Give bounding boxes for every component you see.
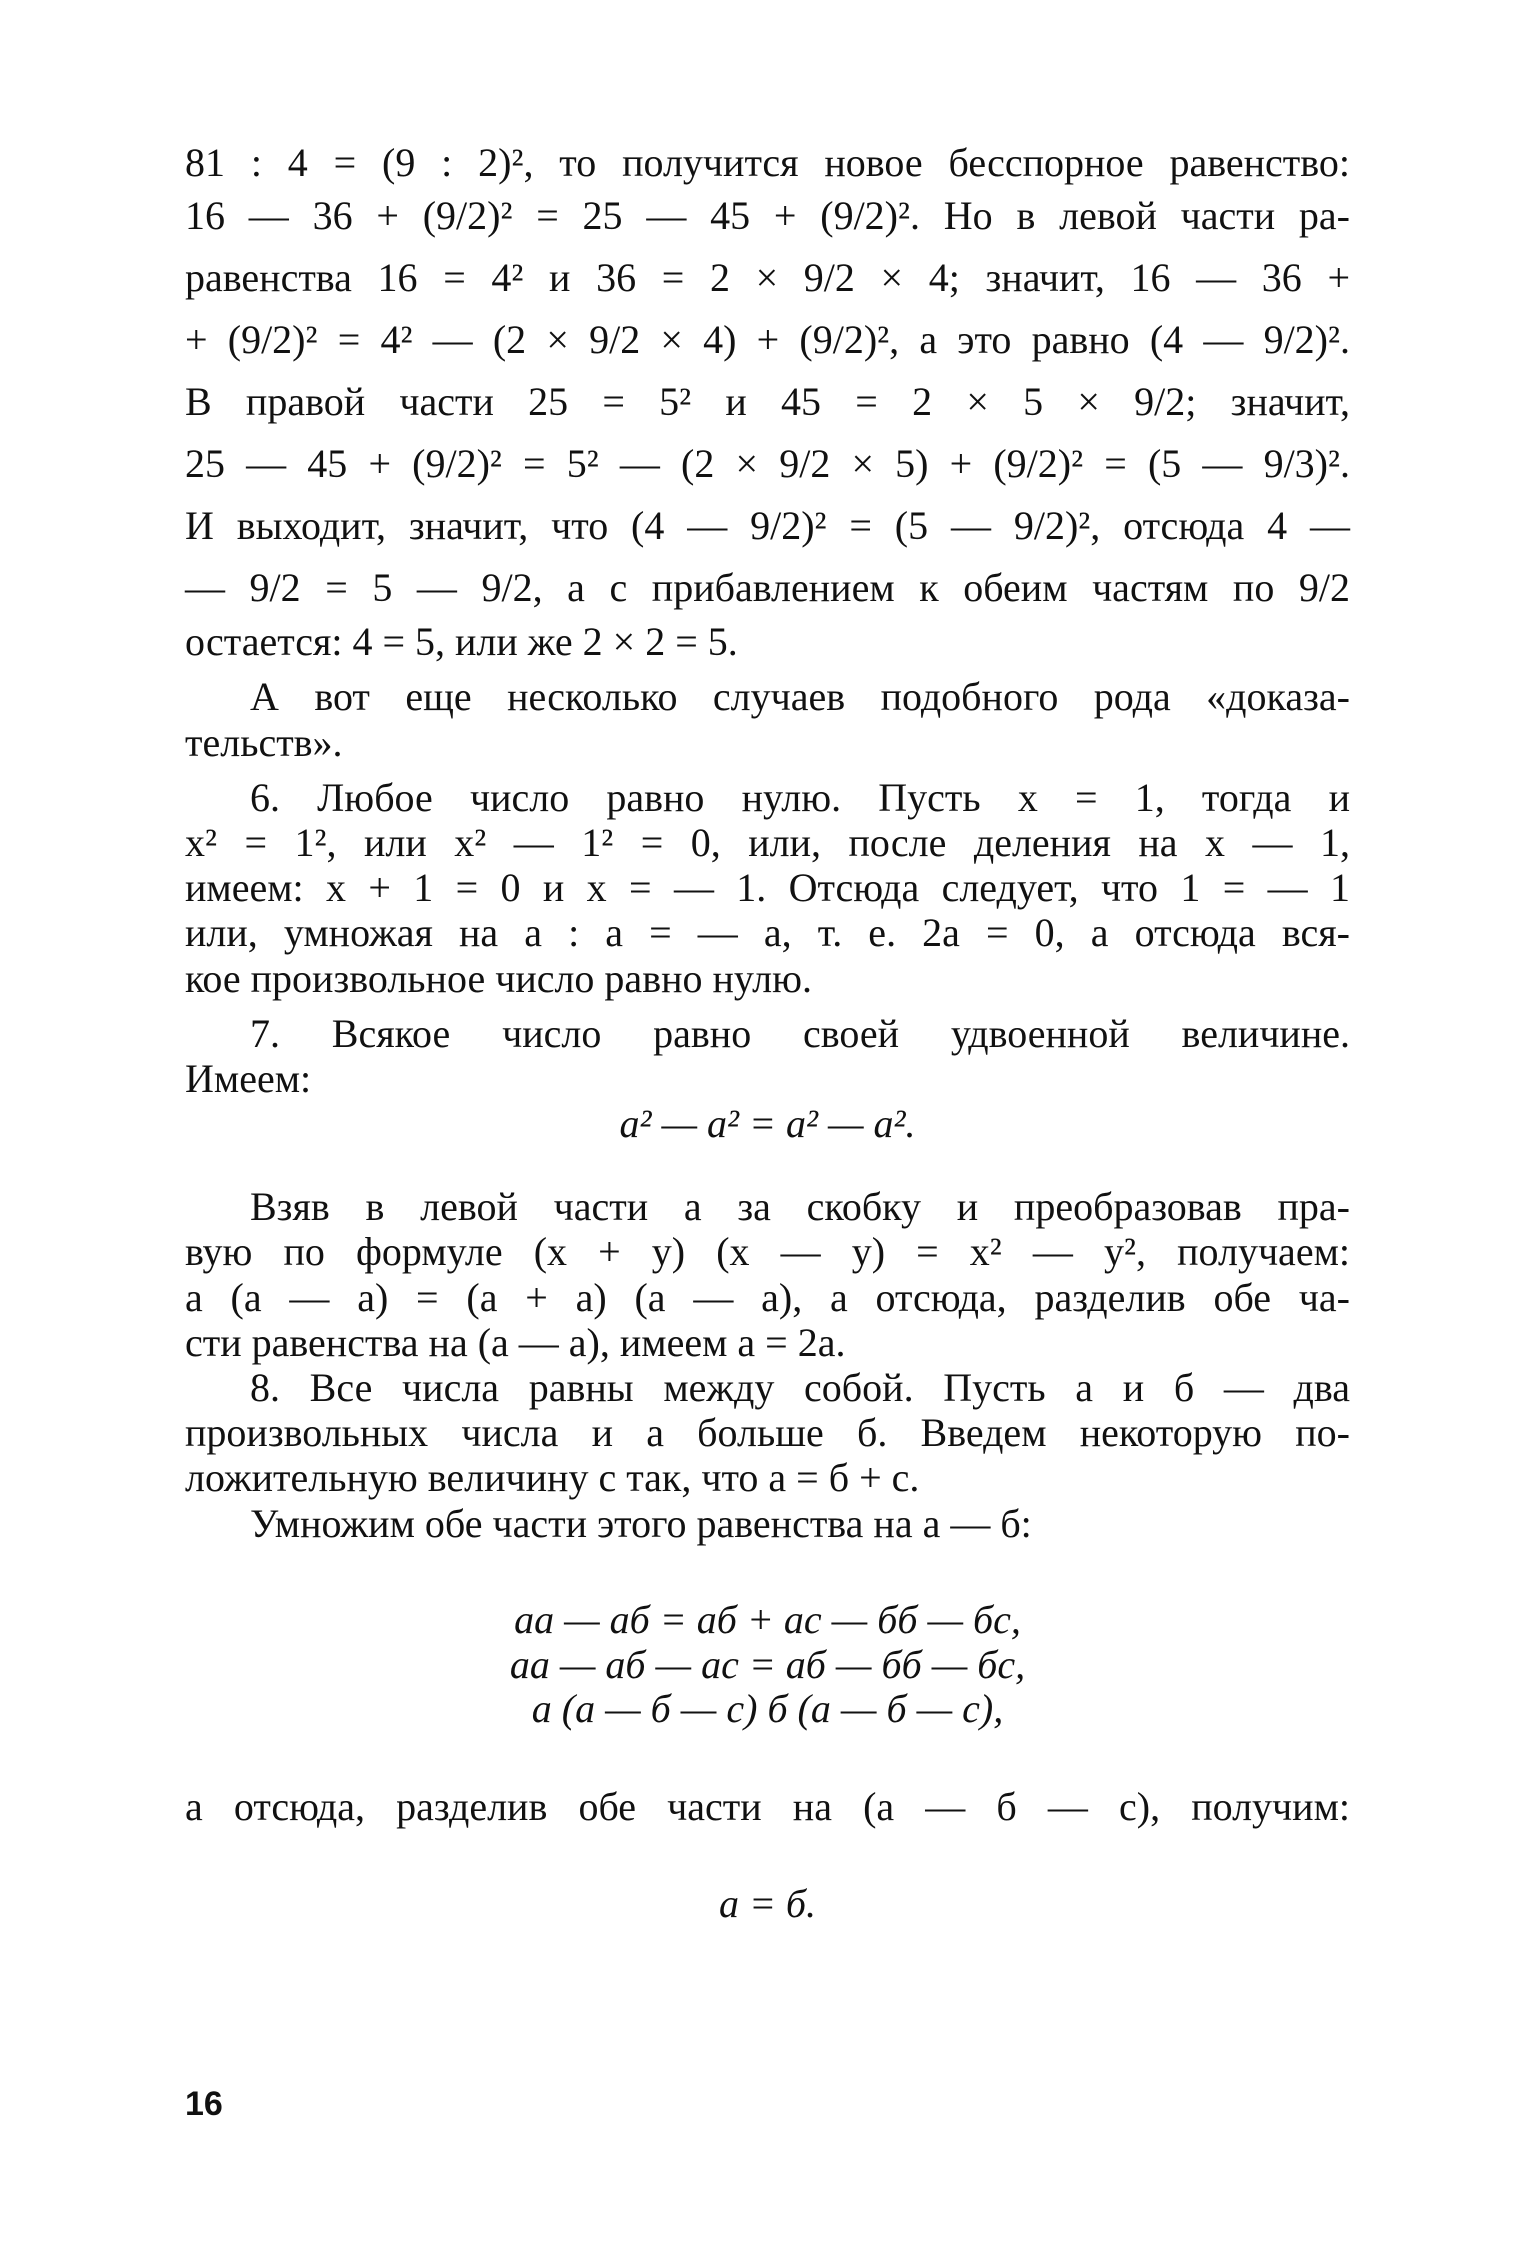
paragraph-6-line: 6. Любое число равно нулю. Пусть x = 1, тогда и	[250, 774, 1350, 820]
formula-line: aa — aб = aб + ac — бб — бc,	[514, 1596, 1021, 1642]
paragraph-intro-line: тельств».	[185, 719, 343, 765]
page-number: 16	[185, 2085, 223, 2123]
paragraph-8-line: произвольных числа и a больше б. Введем некоторую по-	[185, 1410, 1350, 1456]
paragraph-6-line: кое произвольное число равно нулю.	[185, 955, 812, 1001]
text-line: 16 — 36 + (9/2)² = 25 — 45 + (9/2)². Но в левой части ра-	[185, 193, 1350, 239]
text-line: остается: 4 = 5, или же 2 × 2 = 5.	[185, 619, 738, 665]
paragraph-8c: а отсюда, разделив обе части на (a — б — c), получим:	[185, 1784, 1350, 1830]
formula-block-8	[185, 1598, 1350, 1732]
paragraph-8-line: ложительную величину c так, что a = б + c.	[185, 1455, 920, 1501]
paragraph-8b: Умножим обе части этого равенства на a — б:	[250, 1500, 1032, 1546]
paragraph-7b-line: сти равенства на (a — a), имеем a = 2a.	[185, 1319, 846, 1365]
text-line: равенства 16 = 4² и 36 = 2 × 9/2 × 4; значит, 16 — 36 +	[185, 255, 1350, 301]
formula-line: a (a — б — c) б (a — б — c),	[531, 1686, 1004, 1732]
text-line: В правой части 25 = 5² и 45 = 2 × 5 × 9/2; значит,	[185, 379, 1350, 425]
paragraph-8-line: 8. Все числа равны между собой. Пусть a и б — два	[250, 1365, 1350, 1410]
paragraph-7b-line: вую по формуле (x + y) (x — y) = x² — y², получаем:	[185, 1229, 1350, 1275]
formula-line: aa — aб — ac = aб — бб — бc,	[509, 1641, 1026, 1687]
text-line: — 9/2 = 5 — 9/2, а с прибавлением к обеим частям по 9/2	[185, 565, 1350, 611]
paragraph-6-line: x² = 1², или x² — 1² = 0, или, после деления на x — 1,	[185, 819, 1350, 865]
text-line: И выходит, значит, что (4 — 9/2)² = (5 — 9/2)², отсюда 4 —	[185, 503, 1350, 549]
paragraph-6-line: или, умножая на a : a = — a, т. е. 2a = 0, а отсюда вся-	[185, 910, 1350, 956]
formula-7: a² — a² = a² — a².	[619, 1101, 916, 1147]
text-line: + (9/2)² = 4² — (2 × 9/2 × 4) + (9/2)², а это равно (4 — 9/2)².	[185, 317, 1350, 363]
paragraph-7-line: 7. Всякое число равно своей удвоенной величине.	[250, 1010, 1350, 1056]
paragraph-intro-line: А вот еще несколько случаев подобного рода «доказа-	[250, 674, 1350, 720]
paragraph-7b-line: a (a — a) = (a + a) (a — a), а отсюда, разделив обе ча-	[185, 1274, 1350, 1320]
formula-final: a = б.	[718, 1881, 817, 1927]
text-line: 81 : 4 = (9 : 2)², то получится новое бесспорное равенство:	[185, 140, 1350, 185]
paragraph-7b-line: Взяв в левой части a за скобку и преобразовав пра-	[250, 1184, 1350, 1230]
page-text	[185, 140, 1350, 1927]
paragraph-6-line: имеем: x + 1 = 0 и x = — 1. Отсюда следует, что 1 = — 1	[185, 865, 1350, 911]
text-line: 25 — 45 + (9/2)² = 5² — (2 × 9/2 × 5) + (9/2)² = (5 — 9/3)².	[185, 441, 1350, 487]
paragraph-7-line: Имеем:	[185, 1055, 312, 1101]
